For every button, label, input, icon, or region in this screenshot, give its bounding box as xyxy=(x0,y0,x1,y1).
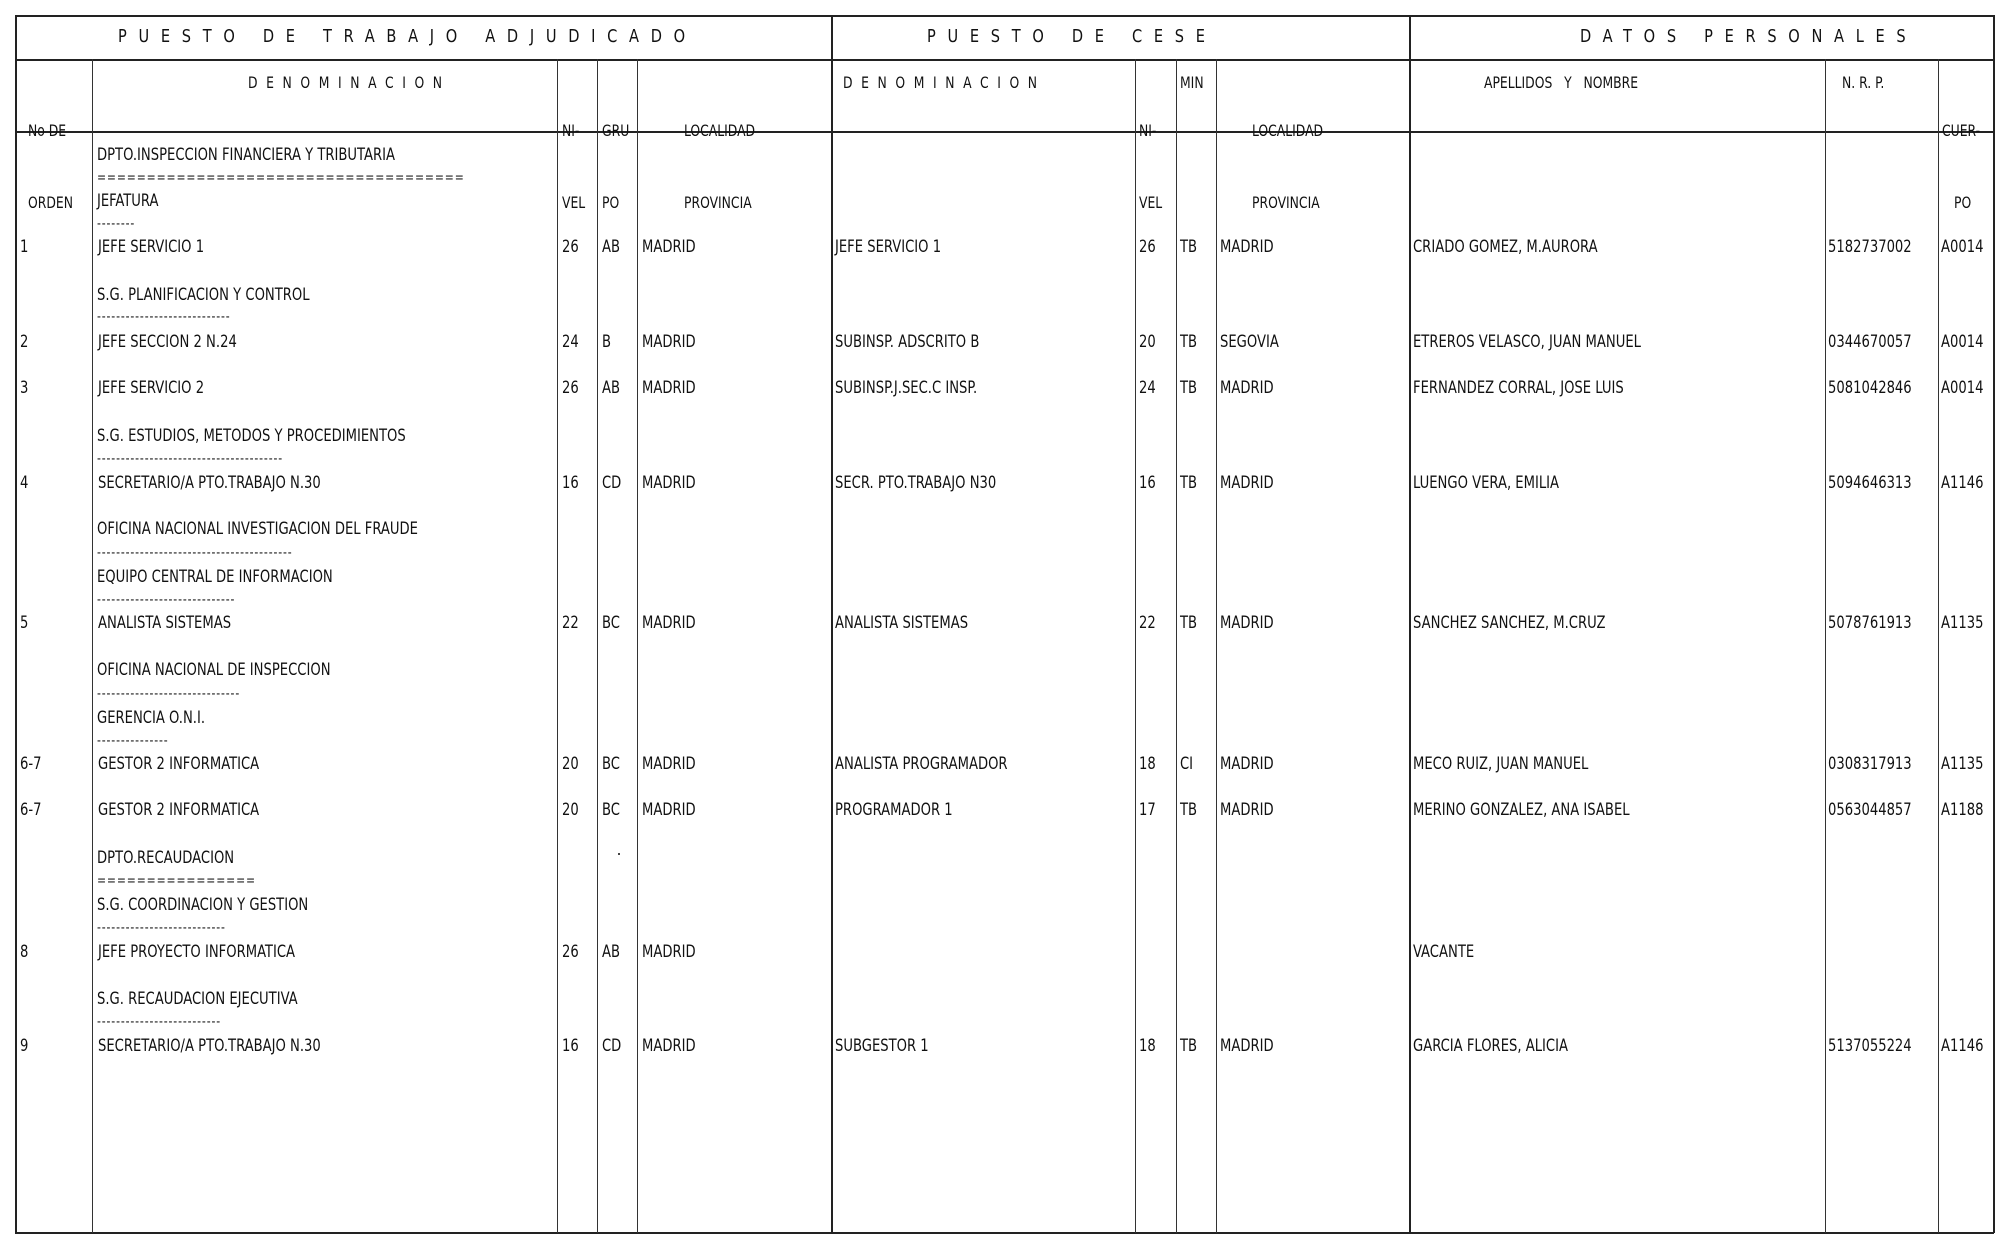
denominacion-cell: JEFE SERVICIO 1 xyxy=(98,237,205,257)
cese-denominacion-cell: SUBGESTOR 1 xyxy=(835,1036,929,1056)
section-heading: S.G. PLANIFICACION Y CONTROL xyxy=(97,285,310,305)
col-sep-grupo xyxy=(597,59,598,1233)
nivel-cell: 26 xyxy=(562,942,579,962)
cese-denominacion-cell: JEFE SERVICIO 1 xyxy=(835,237,942,257)
nrp-cell: 5137055224 xyxy=(1828,1036,1912,1056)
section-underline: -------------------------- xyxy=(97,1014,222,1030)
localidad-cell: MADRID xyxy=(642,332,696,352)
section-heading: OFICINA NACIONAL INVESTIGACION DEL FRAUDE xyxy=(97,519,418,539)
top-border xyxy=(15,15,1994,17)
col-header-apellidos-nombre: APELLIDOS Y NOMBRE xyxy=(1484,73,1639,92)
localidad-cell: MADRID xyxy=(642,754,696,774)
localidad-cell: MADRID xyxy=(642,378,696,398)
grupo-cell: CD xyxy=(602,473,622,493)
cese-nivel-cell: 18 xyxy=(1139,1036,1156,1056)
section-underline: --------------------------------------- xyxy=(97,451,284,467)
col-header-orden: No DE ORDEN xyxy=(28,121,73,212)
cese-denominacion-cell: PROGRAMADOR 1 xyxy=(835,800,953,820)
cese-min-cell: TB xyxy=(1180,800,1198,820)
section-underline: ----------------------------- xyxy=(97,592,236,608)
orden-cell: 6-7 xyxy=(20,754,42,774)
cese-localidad-cell: MADRID xyxy=(1220,237,1274,257)
section-heading: S.G. COORDINACION Y GESTION xyxy=(97,895,309,915)
nrp-cell: 5094646313 xyxy=(1828,473,1912,493)
nivel-cell: 26 xyxy=(562,378,579,398)
apellidos-nombre-cell: CRIADO GOMEZ, M.AURORA xyxy=(1413,237,1598,257)
orden-cell: 3 xyxy=(20,378,29,398)
nivel-cell: 26 xyxy=(562,237,579,257)
nrp-cell: 0308317913 xyxy=(1828,754,1912,774)
left-border xyxy=(15,15,17,1233)
denominacion-cell: JEFE SECCION 2 N.24 xyxy=(98,332,237,352)
section-underline: --------------- xyxy=(97,733,169,749)
apellidos-nombre-cell: SANCHEZ SANCHEZ, M.CRUZ xyxy=(1413,613,1606,633)
section-underline: ----------------------------------------- xyxy=(97,545,293,561)
apellidos-nombre-cell: MECO RUIZ, JUAN MANUEL xyxy=(1413,754,1589,774)
section-underline: --------------------------- xyxy=(97,920,226,936)
grupo-cell: AB xyxy=(602,942,621,962)
cese-nivel-cell: 22 xyxy=(1139,613,1156,633)
cese-min-cell: TB xyxy=(1180,1036,1198,1056)
print-speck xyxy=(618,853,620,855)
col-header-nrp: N. R. P. xyxy=(1842,73,1885,92)
cese-localidad-cell: MADRID xyxy=(1220,473,1274,493)
col-header-cese-min: MIN xyxy=(1180,73,1204,92)
cese-nivel-cell: 24 xyxy=(1139,378,1156,398)
cuerpo-cell: A0014 xyxy=(1941,237,1984,257)
cuerpo-cell: A0014 xyxy=(1941,332,1984,352)
apellidos-nombre-cell: LUENGO VERA, EMILIA xyxy=(1413,473,1560,493)
section-underline: ---------------------------- xyxy=(97,309,231,325)
cese-nivel-cell: 26 xyxy=(1139,237,1156,257)
apellidos-nombre-cell: MERINO GONZALEZ, ANA ISABEL xyxy=(1413,800,1630,820)
denominacion-cell: SECRETARIO/A PTO.TRABAJO N.30 xyxy=(98,1036,321,1056)
localidad-cell: MADRID xyxy=(642,1036,696,1056)
section-underline: ===================================== xyxy=(97,170,465,186)
col-sep-cese-min xyxy=(1176,59,1177,1233)
col-header-cese-localidad: LOCALIDAD PROVINCIA xyxy=(1252,121,1324,212)
orden-cell: 5 xyxy=(20,613,29,633)
cuerpo-cell: A0014 xyxy=(1941,378,1984,398)
denominacion-cell: ANALISTA SISTEMAS xyxy=(98,613,232,633)
col-sep-cuerpo xyxy=(1938,59,1939,1233)
cese-localidad-cell: MADRID xyxy=(1220,754,1274,774)
cuerpo-cell: A1146 xyxy=(1941,473,1984,493)
nrp-cell: 5078761913 xyxy=(1828,613,1912,633)
col-sep-nivel xyxy=(557,59,558,1233)
grupo-cell: AB xyxy=(602,237,621,257)
col-sep-cese-localidad xyxy=(1216,59,1217,1233)
cuerpo-cell: A1135 xyxy=(1941,613,1984,633)
apellidos-nombre-cell: ETREROS VELASCO, JUAN MANUEL xyxy=(1413,332,1641,352)
section-heading: DPTO.RECAUDACION xyxy=(97,848,235,868)
orden-cell: 1 xyxy=(20,237,29,257)
col-header-grupo: GRU PO xyxy=(602,121,630,212)
cese-localidad-cell: MADRID xyxy=(1220,613,1274,633)
col-sep-orden xyxy=(92,59,93,1233)
cese-nivel-cell: 16 xyxy=(1139,473,1156,493)
section-heading: EQUIPO CENTRAL DE INFORMACION xyxy=(97,567,333,587)
cese-min-cell: TB xyxy=(1180,473,1198,493)
bottom-border xyxy=(15,1232,1994,1234)
section-heading: GERENCIA O.N.I. xyxy=(97,708,206,728)
cese-localidad-cell: MADRID xyxy=(1220,800,1274,820)
band-sep-2 xyxy=(1409,15,1411,1233)
col-sep-cese-nivel xyxy=(1135,59,1136,1233)
band-sep-1 xyxy=(831,15,833,1233)
apellidos-nombre-cell: VACANTE xyxy=(1413,942,1475,962)
nrp-cell: 5081042846 xyxy=(1828,378,1912,398)
cese-denominacion-cell: SUBINSP. ADSCRITO B xyxy=(835,332,980,352)
nrp-cell: 5182737002 xyxy=(1828,237,1912,257)
localidad-cell: MADRID xyxy=(642,613,696,633)
band-puesto-adjudicado: PUESTO DE TRABAJO ADJUDICADO xyxy=(118,26,697,47)
section-heading: S.G. RECAUDACION EJECUTIVA xyxy=(97,989,298,1009)
cese-denominacion-cell: SECR. PTO.TRABAJO N30 xyxy=(835,473,997,493)
localidad-cell: MADRID xyxy=(642,473,696,493)
grupo-cell: B xyxy=(602,332,612,352)
denominacion-cell: JEFE SERVICIO 2 xyxy=(98,378,205,398)
section-heading: OFICINA NACIONAL DE INSPECCION xyxy=(97,660,331,680)
orden-cell: 8 xyxy=(20,942,29,962)
band-puesto-cese: PUESTO DE CESE xyxy=(927,26,1217,47)
orden-cell: 4 xyxy=(20,473,29,493)
nivel-cell: 20 xyxy=(562,754,579,774)
cese-nivel-cell: 18 xyxy=(1139,754,1156,774)
denominacion-cell: SECRETARIO/A PTO.TRABAJO N.30 xyxy=(98,473,321,493)
cuerpo-cell: A1135 xyxy=(1941,754,1984,774)
localidad-cell: MADRID xyxy=(642,800,696,820)
cese-min-cell: TB xyxy=(1180,237,1198,257)
localidad-cell: MADRID xyxy=(642,942,696,962)
cuerpo-cell: A1146 xyxy=(1941,1036,1984,1056)
cese-min-cell: TB xyxy=(1180,332,1198,352)
grupo-cell: AB xyxy=(602,378,621,398)
nivel-cell: 16 xyxy=(562,473,579,493)
section-underline: ================ xyxy=(97,873,256,889)
col-sep-localidad xyxy=(637,59,638,1233)
nivel-cell: 16 xyxy=(562,1036,579,1056)
cese-min-cell: TB xyxy=(1180,378,1198,398)
cese-min-cell: TB xyxy=(1180,613,1198,633)
col-header-cuerpo: CUER- PO xyxy=(1942,121,1981,212)
grupo-cell: CD xyxy=(602,1036,622,1056)
nrp-cell: 0563044857 xyxy=(1828,800,1912,820)
nivel-cell: 24 xyxy=(562,332,579,352)
apellidos-nombre-cell: GARCIA FLORES, ALICIA xyxy=(1413,1036,1568,1056)
cese-min-cell: CI xyxy=(1180,754,1194,774)
cese-nivel-cell: 20 xyxy=(1139,332,1156,352)
cese-nivel-cell: 17 xyxy=(1139,800,1156,820)
section-heading: DPTO.INSPECCION FINANCIERA Y TRIBUTARIA xyxy=(97,145,395,165)
nivel-cell: 22 xyxy=(562,613,579,633)
col-sep-nrp xyxy=(1825,59,1826,1233)
section-underline: ------------------------------ xyxy=(97,686,241,702)
denominacion-cell: GESTOR 2 INFORMATICA xyxy=(98,754,260,774)
col-header-localidad: LOCALIDAD PROVINCIA xyxy=(684,121,756,212)
col-header-denominacion: DENOMINACION xyxy=(248,73,451,92)
col-header-cese-denominacion: DENOMINACION xyxy=(843,73,1046,92)
cese-localidad-cell: MADRID xyxy=(1220,378,1274,398)
section-heading: S.G. ESTUDIOS, METODOS Y PROCEDIMIENTOS xyxy=(97,426,406,446)
denominacion-cell: GESTOR 2 INFORMATICA xyxy=(98,800,260,820)
right-border xyxy=(1993,15,1995,1233)
section-underline: -------- xyxy=(97,216,136,232)
cese-denominacion-cell: ANALISTA SISTEMAS xyxy=(835,613,969,633)
orden-cell: 6-7 xyxy=(20,800,42,820)
grupo-cell: BC xyxy=(602,613,620,633)
col-header-nivel: NI- VEL xyxy=(562,121,586,212)
nivel-cell: 20 xyxy=(562,800,579,820)
cese-denominacion-cell: ANALISTA PROGRAMADOR xyxy=(835,754,1008,774)
header-divider xyxy=(15,131,1994,133)
band-datos-personales: DATOS PERSONALES xyxy=(1580,26,1918,47)
denominacion-cell: JEFE PROYECTO INFORMATICA xyxy=(98,942,296,962)
apellidos-nombre-cell: FERNANDEZ CORRAL, JOSE LUIS xyxy=(1413,378,1624,398)
grupo-cell: BC xyxy=(602,800,620,820)
orden-cell: 9 xyxy=(20,1036,29,1056)
col-header-cese-nivel: NI- VEL xyxy=(1139,121,1163,212)
grupo-cell: BC xyxy=(602,754,620,774)
cese-localidad-cell: SEGOVIA xyxy=(1220,332,1279,352)
band-divider xyxy=(15,59,1994,61)
localidad-cell: MADRID xyxy=(642,237,696,257)
nrp-cell: 0344670057 xyxy=(1828,332,1912,352)
cuerpo-cell: A1188 xyxy=(1941,800,1984,820)
section-heading: JEFATURA xyxy=(97,191,159,211)
cese-denominacion-cell: SUBINSP.J.SEC.C INSP. xyxy=(835,378,978,398)
orden-cell: 2 xyxy=(20,332,29,352)
cese-localidad-cell: MADRID xyxy=(1220,1036,1274,1056)
